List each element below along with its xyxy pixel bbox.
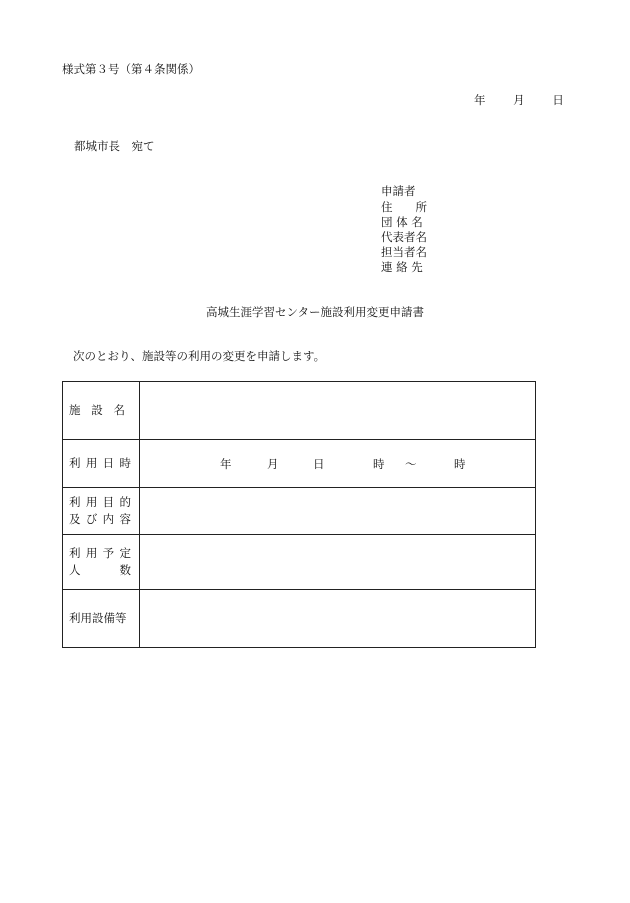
- value-people[interactable]: [140, 535, 536, 590]
- application-table: [62, 381, 536, 648]
- label-equipment: 利用設備等: [63, 590, 140, 648]
- applicant-representative: 代表者名: [381, 230, 427, 244]
- label-char: 用: [85, 456, 98, 471]
- label-char: 数: [119, 563, 131, 577]
- label-char: 的: [119, 495, 131, 510]
- label-char: 利: [69, 456, 81, 471]
- label-char: 人: [69, 563, 81, 577]
- label-char: 目: [102, 495, 115, 510]
- label-char: 利: [69, 546, 81, 561]
- label-char: 容: [119, 512, 131, 526]
- datetime-hour-start: 時: [373, 456, 385, 471]
- applicant-phone: 連 絡 先: [381, 260, 423, 274]
- datetime-year: 年: [220, 456, 232, 471]
- label-datetime: [63, 440, 140, 488]
- row-purpose: [63, 488, 536, 535]
- label-char: 定: [119, 546, 131, 561]
- label-char: 設: [91, 403, 103, 418]
- label-char: び: [85, 512, 98, 526]
- value-purpose[interactable]: [140, 488, 536, 535]
- row-facility: [63, 382, 536, 440]
- datetime-month: 月: [267, 456, 279, 471]
- label-facility: [63, 382, 140, 440]
- value-datetime[interactable]: [140, 440, 536, 488]
- document-title: 高城生涯学習センター施設利用変更申請書: [206, 305, 425, 319]
- applicant-contact-person: 担当者名: [381, 245, 427, 259]
- label-char: 時: [119, 456, 131, 471]
- date-year: 年: [474, 93, 486, 107]
- label-char: 予: [102, 546, 115, 561]
- value-equipment[interactable]: [140, 590, 536, 648]
- label-char: 施: [69, 403, 81, 418]
- applicant-group-name: 団 体 名: [381, 215, 423, 229]
- label-people: [63, 535, 140, 590]
- row-equipment: [63, 590, 536, 648]
- label-char: 用: [85, 546, 98, 561]
- datetime-day: 日: [313, 456, 325, 471]
- row-people: [63, 535, 536, 590]
- intro-text: 次のとおり、施設等の利用の変更を申請します。: [73, 349, 326, 363]
- label-char: 内: [102, 512, 115, 526]
- date-day: 日: [552, 93, 564, 107]
- label-char: 及: [69, 512, 81, 526]
- label-char: 名: [113, 403, 125, 418]
- datetime-hour-end: 時: [454, 456, 466, 471]
- label-char: 用: [85, 495, 98, 510]
- form-number: 様式第３号（第４条関係）: [62, 62, 200, 76]
- label-char: 利: [69, 495, 81, 510]
- date-month: 月: [513, 93, 525, 107]
- label-purpose: [63, 488, 140, 535]
- value-facility[interactable]: [140, 382, 536, 440]
- label-char: 日: [102, 456, 115, 471]
- addressee: 都城市長 宛て: [74, 139, 155, 153]
- datetime-wave: 〜: [405, 456, 417, 471]
- date-line: [474, 95, 564, 107]
- applicant-address: 住 所: [381, 200, 427, 214]
- applicant-heading: 申請者: [381, 184, 416, 198]
- row-datetime: [63, 440, 536, 488]
